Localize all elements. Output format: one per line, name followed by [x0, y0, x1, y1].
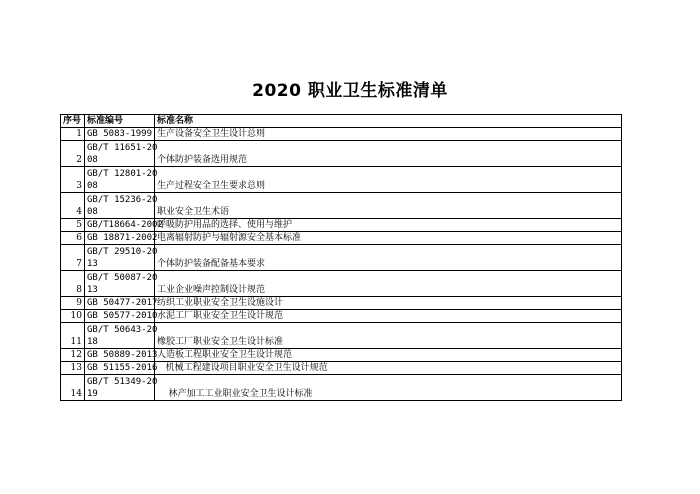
table-row: [61, 141, 622, 167]
row-standard-code: GB 5083-1999: [85, 128, 155, 141]
row-serial-number: 10: [61, 310, 85, 323]
row-serial-number: 8: [61, 271, 85, 297]
row-standard-name: 个体防护装备选用规范: [155, 141, 622, 167]
row-standard-code: GB/T 11651-20 08: [85, 141, 155, 167]
table-row: [61, 271, 622, 297]
row-serial-number: 1: [61, 128, 85, 141]
row-standard-name: 橡胶工厂职业安全卫生设计标准: [155, 323, 622, 349]
row-standard-name: 生产过程安全卫生要求总则: [155, 167, 622, 193]
row-standard-code: GB/T 51349-20 19: [85, 375, 155, 401]
row-standard-name: 呼吸防护用品的选择、使用与维护: [155, 219, 622, 232]
header-standard-code: 标准编号: [85, 115, 155, 128]
table-row: [61, 310, 622, 323]
row-standard-code: GB 50477-2017: [85, 297, 155, 310]
row-standard-code: GB/T 12801-20 08: [85, 167, 155, 193]
row-standard-name: 林产加工工业职业安全卫生设计标准: [155, 375, 622, 401]
standards-table: [60, 114, 622, 401]
row-standard-name: 工业企业噪声控制设计规范: [155, 271, 622, 297]
table-row: [61, 362, 622, 375]
row-standard-name: 人造板工程职业安全卫生设计规范: [155, 349, 622, 362]
row-standard-name: 纺织工业职业安全卫生设施设计: [155, 297, 622, 310]
row-serial-number: 3: [61, 167, 85, 193]
row-standard-code: GB/T 15236-20 08: [85, 193, 155, 219]
row-standard-code: GB 51155-2016: [85, 362, 155, 375]
row-standard-code: GB 50889-2013: [85, 349, 155, 362]
table-header-row: [61, 115, 622, 128]
row-standard-name: 生产设备安全卫生设计总则: [155, 128, 622, 141]
row-standard-name: 水泥工厂职业安全卫生设计规范: [155, 310, 622, 323]
table-row: [61, 349, 622, 362]
row-serial-number: 5: [61, 219, 85, 232]
page-title: 2020 职业卫生标准清单: [252, 81, 448, 101]
table-row: [61, 297, 622, 310]
table-row: [61, 167, 622, 193]
row-serial-number: 14: [61, 375, 85, 401]
row-standard-name: 个体防护装备配备基本要求: [155, 245, 622, 271]
row-serial-number: 4: [61, 193, 85, 219]
table-row: [61, 219, 622, 232]
row-serial-number: 11: [61, 323, 85, 349]
row-serial-number: 2: [61, 141, 85, 167]
row-standard-name: 机械工程建设项目职业安全卫生设计规范: [155, 362, 622, 375]
header-standard-name: 标准名称: [155, 115, 622, 128]
row-standard-name: 电离辐射防护与辐射源安全基本标准: [155, 232, 622, 245]
table-row: [61, 323, 622, 349]
table-row: [61, 245, 622, 271]
header-serial-number: 序号: [61, 115, 85, 128]
row-serial-number: 7: [61, 245, 85, 271]
row-standard-code: GB 50577-2010: [85, 310, 155, 323]
row-standard-code: GB/T 50643-20 18: [85, 323, 155, 349]
table-row: [61, 128, 622, 141]
table-row: [61, 375, 622, 401]
row-serial-number: 9: [61, 297, 85, 310]
table-row: [61, 232, 622, 245]
row-serial-number: 13: [61, 362, 85, 375]
row-serial-number: 6: [61, 232, 85, 245]
row-standard-code: GB 18871-2002: [85, 232, 155, 245]
row-standard-code: GB/T 29510-20 13: [85, 245, 155, 271]
row-standard-name: 职业安全卫生术语: [155, 193, 622, 219]
table-row: [61, 193, 622, 219]
row-standard-code: GB/T18664-2002: [85, 219, 155, 232]
row-serial-number: 12: [61, 349, 85, 362]
row-standard-code: GB/T 50087-20 13: [85, 271, 155, 297]
